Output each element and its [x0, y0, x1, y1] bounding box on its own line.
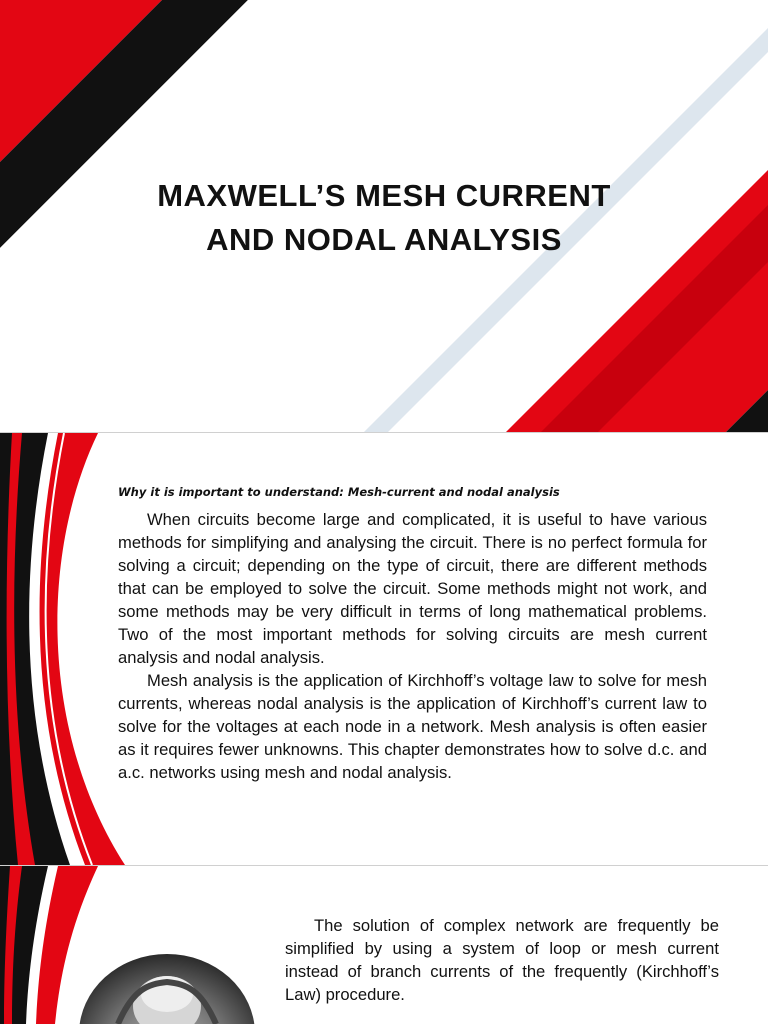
slide-title	[0, 174, 768, 262]
portrait-image	[78, 954, 256, 1024]
title-line-1: MAXWELL’S MESH CURRENT	[157, 178, 611, 213]
paragraph-2: Mesh analysis is the application of Kirchhoff’s voltage law to solve for mesh currents, whereas nodal analysis is the application of Kirchhoff’s current law to solve for the voltages at each node in a network. Mesh analysis is often easier as it requires fewer unknowns. This chapter demonstrates how to solve d.c. and a.c. networks using mesh and nodal analysis.	[118, 671, 707, 782]
paragraph-1: When circuits become large and complicated, it is useful to have various methods for simplifying and analysing the circuit. There is no perfect formula for solving a circuit; depending on the type of circuit, there are different methods that can be employed to solve the circuit. Some methods might not work, and some methods may be very difficult in terms of long mathematical problems. Two of the most important methods for solving circuits are mesh current analysis and nodal analysis.	[118, 510, 707, 667]
body-text	[118, 508, 707, 784]
paragraph-1: The solution of complex network are frequently be simplified by using a system of loop or mesh current instead of branch currents of the frequently (Kirchhoff’s Law) procedure.	[285, 916, 719, 1004]
title-slide	[0, 0, 768, 432]
content-slide	[0, 433, 768, 865]
portrait-slide	[0, 866, 768, 1024]
body-text	[285, 914, 719, 1006]
title-line-2: AND NODAL ANALYSIS	[206, 222, 562, 257]
section-heading: Why it is important to understand: Mesh-current and nodal analysis	[118, 485, 560, 499]
